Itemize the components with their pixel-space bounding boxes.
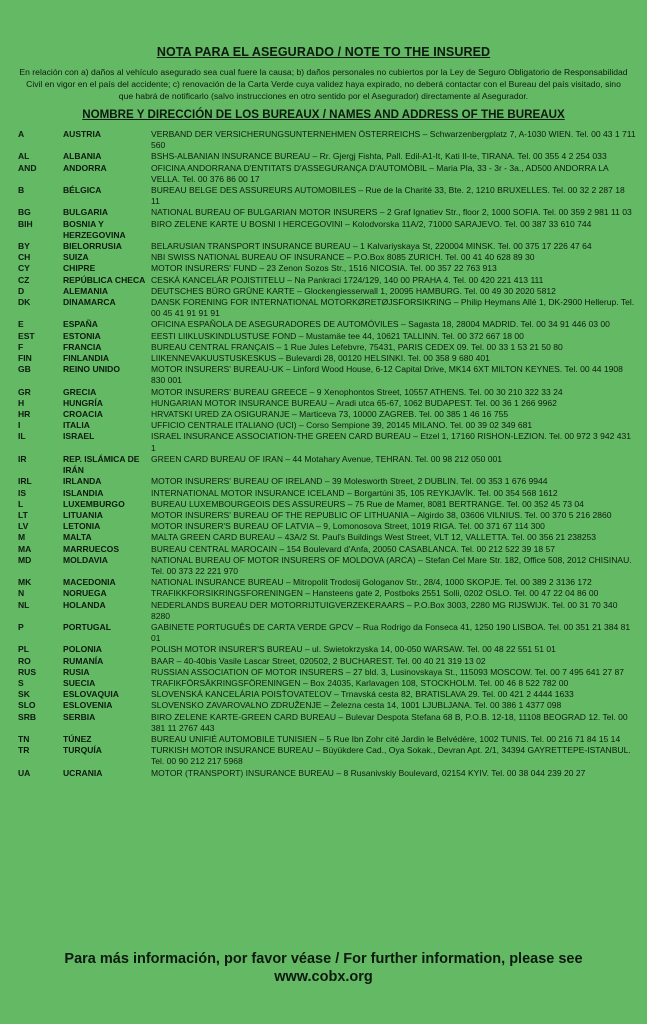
country-name: SUECIA: [63, 677, 96, 688]
bureau-row: [18, 241, 636, 252]
bureau-address: NBI SWISS NATIONAL BUREAU OF INSURANCE – P.O.Box 8085 ZURICH. Tel. 00 41 40 628 89 30: [151, 252, 535, 263]
bureau-row: [18, 499, 636, 510]
bureau-address: MOTOR INSURERS' FUND – 23 Zenon Sozos Str., 1516 NICOSIA. Tel. 00 357 22 763 913: [151, 263, 497, 274]
country-name: LETONIA: [63, 521, 101, 532]
country-code: BY: [18, 241, 30, 252]
country-code: AND: [18, 162, 37, 173]
country-code: MA: [18, 543, 32, 554]
country-name: BULGARIA: [63, 207, 109, 218]
bureau-address: GREEN CARD BUREAU OF IRAN – 44 Motahary Avenue, TEHRAN. Tel. 00 98 212 050 001: [151, 453, 503, 464]
bureau-address: BUREAU LUXEMBOURGEOIS DES ASSUREURS – 75 Rue de Mamer, 8081 BERTRANGE. Tel. 00 352 45 73 04: [151, 498, 584, 509]
country-code: GR: [18, 386, 31, 397]
country-name: LUXEMBURGO: [63, 498, 125, 509]
country-code: SRB: [18, 711, 37, 722]
bureau-row: [18, 644, 636, 655]
bureau-row: [18, 544, 636, 555]
country-name: HUNGRÍA: [63, 397, 103, 408]
country-code: BG: [18, 207, 31, 218]
country-name: REPÚBLICA CHECA: [63, 274, 146, 285]
country-name: IRLANDA: [63, 476, 102, 487]
country-name: ISLANDIA: [63, 487, 104, 498]
country-code: CY: [18, 263, 30, 274]
bureau-row: [18, 600, 636, 622]
country-name: REINO UNIDO: [63, 364, 120, 375]
bureau-address: UFFICIO CENTRALE ITALIANO (UCI) – Corso Sempione 39, 20145 MILANO. Tel. 00 39 02 349 681: [151, 420, 533, 431]
country-code: RUS: [18, 666, 37, 677]
country-code: A: [18, 129, 25, 139]
country-code: MK: [18, 577, 32, 588]
country-code: FIN: [18, 353, 32, 364]
country-code: MD: [18, 554, 32, 565]
country-name: DINAMARCA: [63, 297, 116, 308]
country-code: LV: [18, 521, 29, 532]
bureaux-list: [18, 129, 636, 779]
bureau-address: DANSK FORENING FOR INTERNATIONAL MOTORKØRETØJSFORSIKRING – Philip Heymans Allé 1, DK-2900 Hellerup. Tel. 00 45 41 91 91 91: [151, 297, 635, 319]
bureau-address: POLISH MOTOR INSURER'S BUREAU – ul. Swietokrzyska 14, 00-050 WARSAW. Tel. 00 48 22 551 51 01: [151, 644, 556, 655]
country-name: UCRANIA: [63, 767, 103, 778]
bureau-row: [18, 488, 636, 499]
country-name: MARRUECOS: [63, 543, 120, 554]
bureau-address: HRVATSKI URED ZA OSIGURANJE – Marticeva 73, 10000 ZAGREB. Tel. 00 385 1 46 16 755: [151, 409, 509, 420]
bureau-row: [18, 431, 636, 453]
country-name: ITALIA: [63, 420, 90, 431]
bureau-row: [18, 319, 636, 330]
country-code: DK: [18, 297, 31, 308]
bureau-row: [18, 510, 636, 521]
bureau-row: [18, 454, 636, 476]
bureau-address: ISRAEL INSURANCE ASSOCIATION-THE GREEN CARD BUREAU – Etzel 1, 17160 RISHON-LEZION. Tel. 00 972 3 942 431 1: [151, 431, 632, 453]
country-code: I: [18, 420, 21, 431]
country-name: REP. ISLÁMICA DE IRÁN: [63, 453, 140, 476]
bureau-address: NEDERLANDS BUREAU DER MOTORRIJTUIGVERZEKERAARS – P.O.Box 3003, 2280 MG RIJSWIJK. Tel. 00 31 70 340 8280: [151, 599, 618, 621]
footer-website-link[interactable]: www.cobx.org: [274, 969, 373, 985]
footer: [0, 950, 647, 986]
country-code: BIH: [18, 218, 33, 229]
bureau-row: [18, 667, 636, 678]
country-name: PORTUGAL: [63, 621, 111, 632]
bureau-address: MOTOR INSURERS' BUREAU-UK – Linford Wood House, 6-12 Capital Drive, MK14 6XT MILTON KEYNES. Tel. 00 44 1908 830 001: [151, 364, 623, 386]
country-code: TR: [18, 745, 30, 756]
country-code: UA: [18, 767, 31, 778]
country-code: EST: [18, 330, 35, 341]
bureau-row: [18, 532, 636, 543]
country-name: GRECIA: [63, 386, 97, 397]
bureau-address: MOTOR INSURERS' BUREAU OF IRELAND – 39 Molesworth Street, 2 DUBLIN. Tel. 00 353 1 676 9944: [151, 476, 548, 487]
country-name: RUMANÍA: [63, 655, 104, 666]
bureau-row: [18, 252, 636, 263]
country-code: IL: [18, 431, 26, 442]
footer-info-text: Para más información, por favor véase / For further information, please see: [64, 951, 583, 967]
country-name: SERBIA: [63, 711, 96, 722]
bureau-row: [18, 622, 636, 644]
bureau-address: OFICINA ESPAÑOLA DE ASEGURADORES DE AUTOMÓVILES – Sagasta 18, 28004 MADRID. Tel. 00 34 91 446 03 00: [151, 319, 610, 330]
bureau-address: NATIONAL INSURANCE BUREAU – Mitropolit Trodosij Gologanov Str., 28/4, 1000 SKOPJE. Tel. 00 389 2 3136 172: [151, 577, 592, 588]
bureau-address: BUREAU UNIFIÉ AUTOMOBILE TUNISIEN – 5 Rue Ibn Zohr cité Jardin le Belvédère, 1002 TUNIS. Tel. 00 216 71 84 15 14: [151, 733, 621, 744]
country-code: F: [18, 341, 24, 352]
bureau-address: MOTOR INSURERS' BUREAU GREECE – 9 Xenophontos Street, 10557 ATHENS. Tel. 00 30 210 322 33 24: [151, 386, 563, 397]
bureau-row: [18, 207, 636, 218]
bureau-row: [18, 286, 636, 297]
bureau-address: TRAFIKFÖRSÄKRINGSFÖRENINGEN – Box 24035, Karlavagen 108, STOCKHOLM. Tel. 00 46 8 522 782 00: [151, 677, 569, 688]
country-name: ESLOVAQUIA: [63, 689, 119, 700]
country-name: BIELORRUSIA: [63, 241, 122, 252]
country-name: ESLOVENIA: [63, 700, 113, 711]
bureau-address: OFICINA ANDORRANA D'ENTITATS D'ASSEGURANÇA D'AUTOMÒBIL – Maria Pla, 33 - 3r - 3a., AD500 ANDORRA LA VELLA. Tel. 00 376 86 00 17: [151, 162, 609, 184]
bureau-row: [18, 219, 636, 241]
country-name: TÚNEZ: [63, 733, 92, 744]
bureau-address: SLOVENSKO ZAVAROVALNO ZDRUŽENJE – Železna cesta 14, 1001 LJUBLJANA. Tel. 00 386 1 4377 098: [151, 700, 562, 711]
bureau-row: [18, 745, 636, 767]
country-name: FRANCIA: [63, 341, 102, 352]
bureau-address: MOTOR INSURERS' BUREAU OF THE REPUBLIC OF LITHUANIA – Algirdo 38, 03606 VILNIUS. Tel. 00 370 5 216 2860: [151, 509, 612, 520]
bureau-row: [18, 768, 636, 779]
country-name: BOSNIA Y HERZEGOVINA: [63, 218, 126, 240]
country-code: N: [18, 588, 25, 599]
bureaux-list-heading: NOMBRE Y DIRECCIÓN DE LOS BUREAUX / NAMES AND ADDRESS OF THE BUREAUX: [82, 108, 565, 121]
country-code: E: [18, 319, 24, 330]
bureau-address: NATIONAL BUREAU OF BULGARIAN MOTOR INSURERS – 2 Graf Ignatiev Str., floor 2, 1000 SOFIA. Tel. 00 359 2 981 11 03: [151, 207, 632, 218]
country-name: SUIZA: [63, 252, 89, 263]
country-name: BÉLGICA: [63, 185, 102, 196]
country-code: LT: [18, 509, 28, 520]
bureau-row: [18, 163, 636, 185]
bureau-address: BELARUSIAN TRANSPORT INSURANCE BUREAU – 1 Kalvariyskaya St, 220004 MINSK. Tel. 00 375 17 226 47 64: [151, 241, 592, 252]
bureau-address: DEUTSCHES BÜRO GRÜNE KARTE – Glockengiesserwall 1, 20095 HAMBURG. Tel. 00 49 30 2020 5812: [151, 285, 556, 296]
bureau-address: BSHS-ALBANIAN INSURANCE BUREAU – Rr. Gjergj Fishta, Pall. Edil-A1-It, Kati II-te, TIRANA. Tel. 00 355 4 2 254 033: [151, 151, 607, 162]
bureau-address: MOTOR (TRANSPORT) INSURANCE BUREAU – 8 Rusanivskiy Boulevard, 02154 KYIV. Tel. 00 38 044 239 20 27: [151, 767, 586, 778]
country-name: ALBANIA: [63, 151, 102, 162]
country-code: S: [18, 677, 24, 688]
bureau-row: [18, 297, 636, 319]
country-code: SK: [18, 689, 30, 700]
country-code: CZ: [18, 274, 30, 285]
country-code: CH: [18, 252, 31, 263]
bureau-address: SLOVENSKÁ KANCELÁRIA POISŤOVATEĽOV – Trnavská cesta 82, BRATISLAVA 29. Tel. 00 421 2 4444 1633: [151, 689, 574, 700]
bureau-address: BUREAU CENTRAL MAROCAIN – 154 Boulevard d'Anfa, 20050 CASABLANCA. Tel. 00 212 522 39 18 57: [151, 543, 556, 554]
country-name: TURQUÍA: [63, 745, 102, 756]
country-code: GB: [18, 364, 31, 375]
bureau-address: BIRO ZELENE KARTE U BOSNI I HERCEGOVINI – Kolodvorska 11A/2, 71000 SARAJEVO. Tel. 00 387 33 610 744: [151, 218, 592, 229]
country-name: ALEMANIA: [63, 285, 109, 296]
country-code: D: [18, 285, 25, 296]
bureau-row: [18, 555, 636, 577]
country-name: FINLANDIA: [63, 353, 110, 364]
country-name: RUSIA: [63, 666, 90, 677]
bureau-row: [18, 387, 636, 398]
country-name: CROACIA: [63, 409, 103, 420]
page-title: NOTA PARA EL ASEGURADO / NOTE TO THE INSURED: [156, 45, 491, 59]
bureau-row: [18, 263, 636, 274]
country-code: PL: [18, 644, 29, 655]
bureau-row: [18, 420, 636, 431]
bureau-address: INTERNATIONAL MOTOR INSURANCE ICELAND – Borgartúni 35, 105 REYKJAVÍK. Tel. 00 354 568 1612: [151, 487, 558, 498]
country-code: L: [18, 498, 24, 509]
bureau-row: [18, 588, 636, 599]
bureau-row: [18, 275, 636, 286]
bureau-address: TURKISH MOTOR INSURANCE BUREAU – Büyükdere Cad., Oya Sokak., Devran Apt. 2/1, 34394 GAYRETTEPE-ISTANBUL. Tel. 00 90 212 217 5968: [151, 745, 631, 767]
bureau-address: LIIKENNEVAKUUSTUSKESKUS – Bulevardi 28, 00120 HELSINKI. Tel. 00 358 9 680 401: [151, 353, 490, 364]
bureau-row: [18, 398, 636, 409]
country-code: SLO: [18, 700, 36, 711]
country-name: LITUANIA: [63, 509, 103, 520]
bureau-row: [18, 185, 636, 207]
bureau-row: [18, 151, 636, 162]
country-code: B: [18, 185, 25, 196]
bureau-address: EESTI LIIKLUSKINDLUSTUSE FOND – Mustamäe tee 44, 10621 TALLINN. Tel. 00 372 667 18 00: [151, 330, 524, 341]
bureau-row: [18, 364, 636, 386]
country-code: IRL: [18, 476, 32, 487]
country-name: MACEDONIA: [63, 577, 116, 588]
bureau-address: MOTOR INSURER'S BUREAU OF LATVIA – 9, Lomonosova Street, 1019 RIGA. Tel. 00 371 67 114 300: [151, 521, 545, 532]
bureau-row: [18, 712, 636, 734]
bureau-row: [18, 689, 636, 700]
bureau-address: CESKÁ KANCELÁR POJISTITELU – Na Pankraci 1724/129, 140 00 PRAHA 4. Tel. 00 420 221 413 111: [151, 274, 544, 285]
bureau-row: [18, 342, 636, 353]
bureau-row: [18, 476, 636, 487]
bureau-address: MALTA GREEN CARD BUREAU – 43A/2 St. Paul's Buildings West Street, VLT 12, VALLETTA. Tel. 00 356 21 238253: [151, 532, 597, 543]
country-code: P: [18, 621, 24, 632]
country-name: AUSTRIA: [63, 129, 101, 139]
bureau-address: HUNGARIAN MOTOR INSURANCE BUREAU – Aradi utca 65-67, 1062 BUDAPEST. Tel. 00 36 1 266 9962: [151, 397, 557, 408]
bureau-row: [18, 656, 636, 667]
bureau-address: RUSSIAN ASSOCIATION OF MOTOR INSURERS – 27 bld. 3, Lusinovskaya St., 115093 MOSCOW. Tel. 00 7 495 641 27 87: [151, 666, 624, 677]
country-name: ESPAÑA: [63, 319, 98, 330]
bureau-row: [18, 129, 636, 151]
bureau-row: [18, 577, 636, 588]
bureau-row: [18, 521, 636, 532]
bureau-address: BUREAU BELGE DES ASSUREURS AUTOMOBILES – Rue de la Charité 33, Bte. 2, 1210 BRUXELLES. Tel. 00 32 2 287 18 11: [151, 185, 625, 207]
bureau-row: [18, 409, 636, 420]
country-code: IS: [18, 487, 27, 498]
country-name: ESTONIA: [63, 330, 101, 341]
bureau-address: VERBAND DER VERSICHERUNGSUNTERNEHMEN ÖSTERREICHS – Schwarzenbergplatz 7, A-1030 WIEN. Tel. 00 43 1 711 560: [151, 129, 636, 151]
bureau-row: [18, 700, 636, 711]
country-code: RO: [18, 655, 31, 666]
bureau-address: NATIONAL BUREAU OF MOTOR INSURERS OF MOLDOVA (ARCA) – Stefan Cel Mare Str. 182, Office 508, 2012 CHISINAU. Tel. 00 373 22 221 970: [151, 554, 632, 576]
bureau-row: [18, 678, 636, 689]
bureau-address: TRAFIKKFORSIKRINGSFORENINGEN – Hansteens gate 2, Postboks 2551 Solli, 0202 OSLO. Tel. 00 47 22 04 86 00: [151, 588, 599, 599]
country-code: TN: [18, 733, 30, 744]
country-code: AL: [18, 151, 30, 162]
country-name: CHIPRE: [63, 263, 96, 274]
bureau-address: BIRO ZELENE KARTE-GREEN CARD BUREAU – Bulevar Despota Stefana 68 B, P.O.B. 12-18, 11108 BEOGRAD 12. Tel. 00 381 11 2767 443: [151, 711, 628, 733]
country-code: HR: [18, 409, 31, 420]
bureau-row: [18, 734, 636, 745]
country-name: NORUEGA: [63, 588, 107, 599]
intro-paragraph: En relación con a) daños al vehículo asegurado sea cual fuere la causa; b) daños personales no cubiertos por la Ley de Seguro Obligatorio de Responsabilidad Civil en vigor en el país del accidente; c) renovación de la Carta Verde cuya validez haya expirado, no deberá contactar con el Bureau del país visitado, sino que habrá de notificarlo (salvo instrucciones en otro sentido por el Asegurador) directamente al Asegurador.: [19, 67, 628, 102]
country-name: ANDORRA: [63, 162, 107, 173]
bureau-address: BAAR – 40-40bis Vasile Lascar Street, 020502, 2 BUCHAREST. Tel. 00 40 21 319 13 02: [151, 655, 486, 666]
country-name: POLONIA: [63, 644, 102, 655]
bureau-row: [18, 331, 636, 342]
bureau-address: GABINETE PORTUGUÊS DE CARTA VERDE GPCV – Rua Rodrigo da Fonseca 41, 1250 190 LISBOA. Tel. 00 351 21 384 81 01: [151, 621, 631, 644]
country-name: HOLANDA: [63, 599, 106, 610]
country-code: H: [18, 397, 25, 408]
country-code: IR: [18, 453, 27, 464]
country-code: NL: [18, 599, 30, 610]
country-name: ISRAEL: [63, 431, 95, 442]
bureau-address: BUREAU CENTRAL FRANÇAIS – 1 Rue Jules Lefebvre, 75431, PARIS CEDEX 09. Tel. 00 33 1 53 21 50 80: [151, 341, 563, 352]
country-name: MALTA: [63, 532, 92, 543]
country-code: M: [18, 532, 26, 543]
country-name: MOLDAVIA: [63, 554, 108, 565]
bureau-row: [18, 353, 636, 364]
